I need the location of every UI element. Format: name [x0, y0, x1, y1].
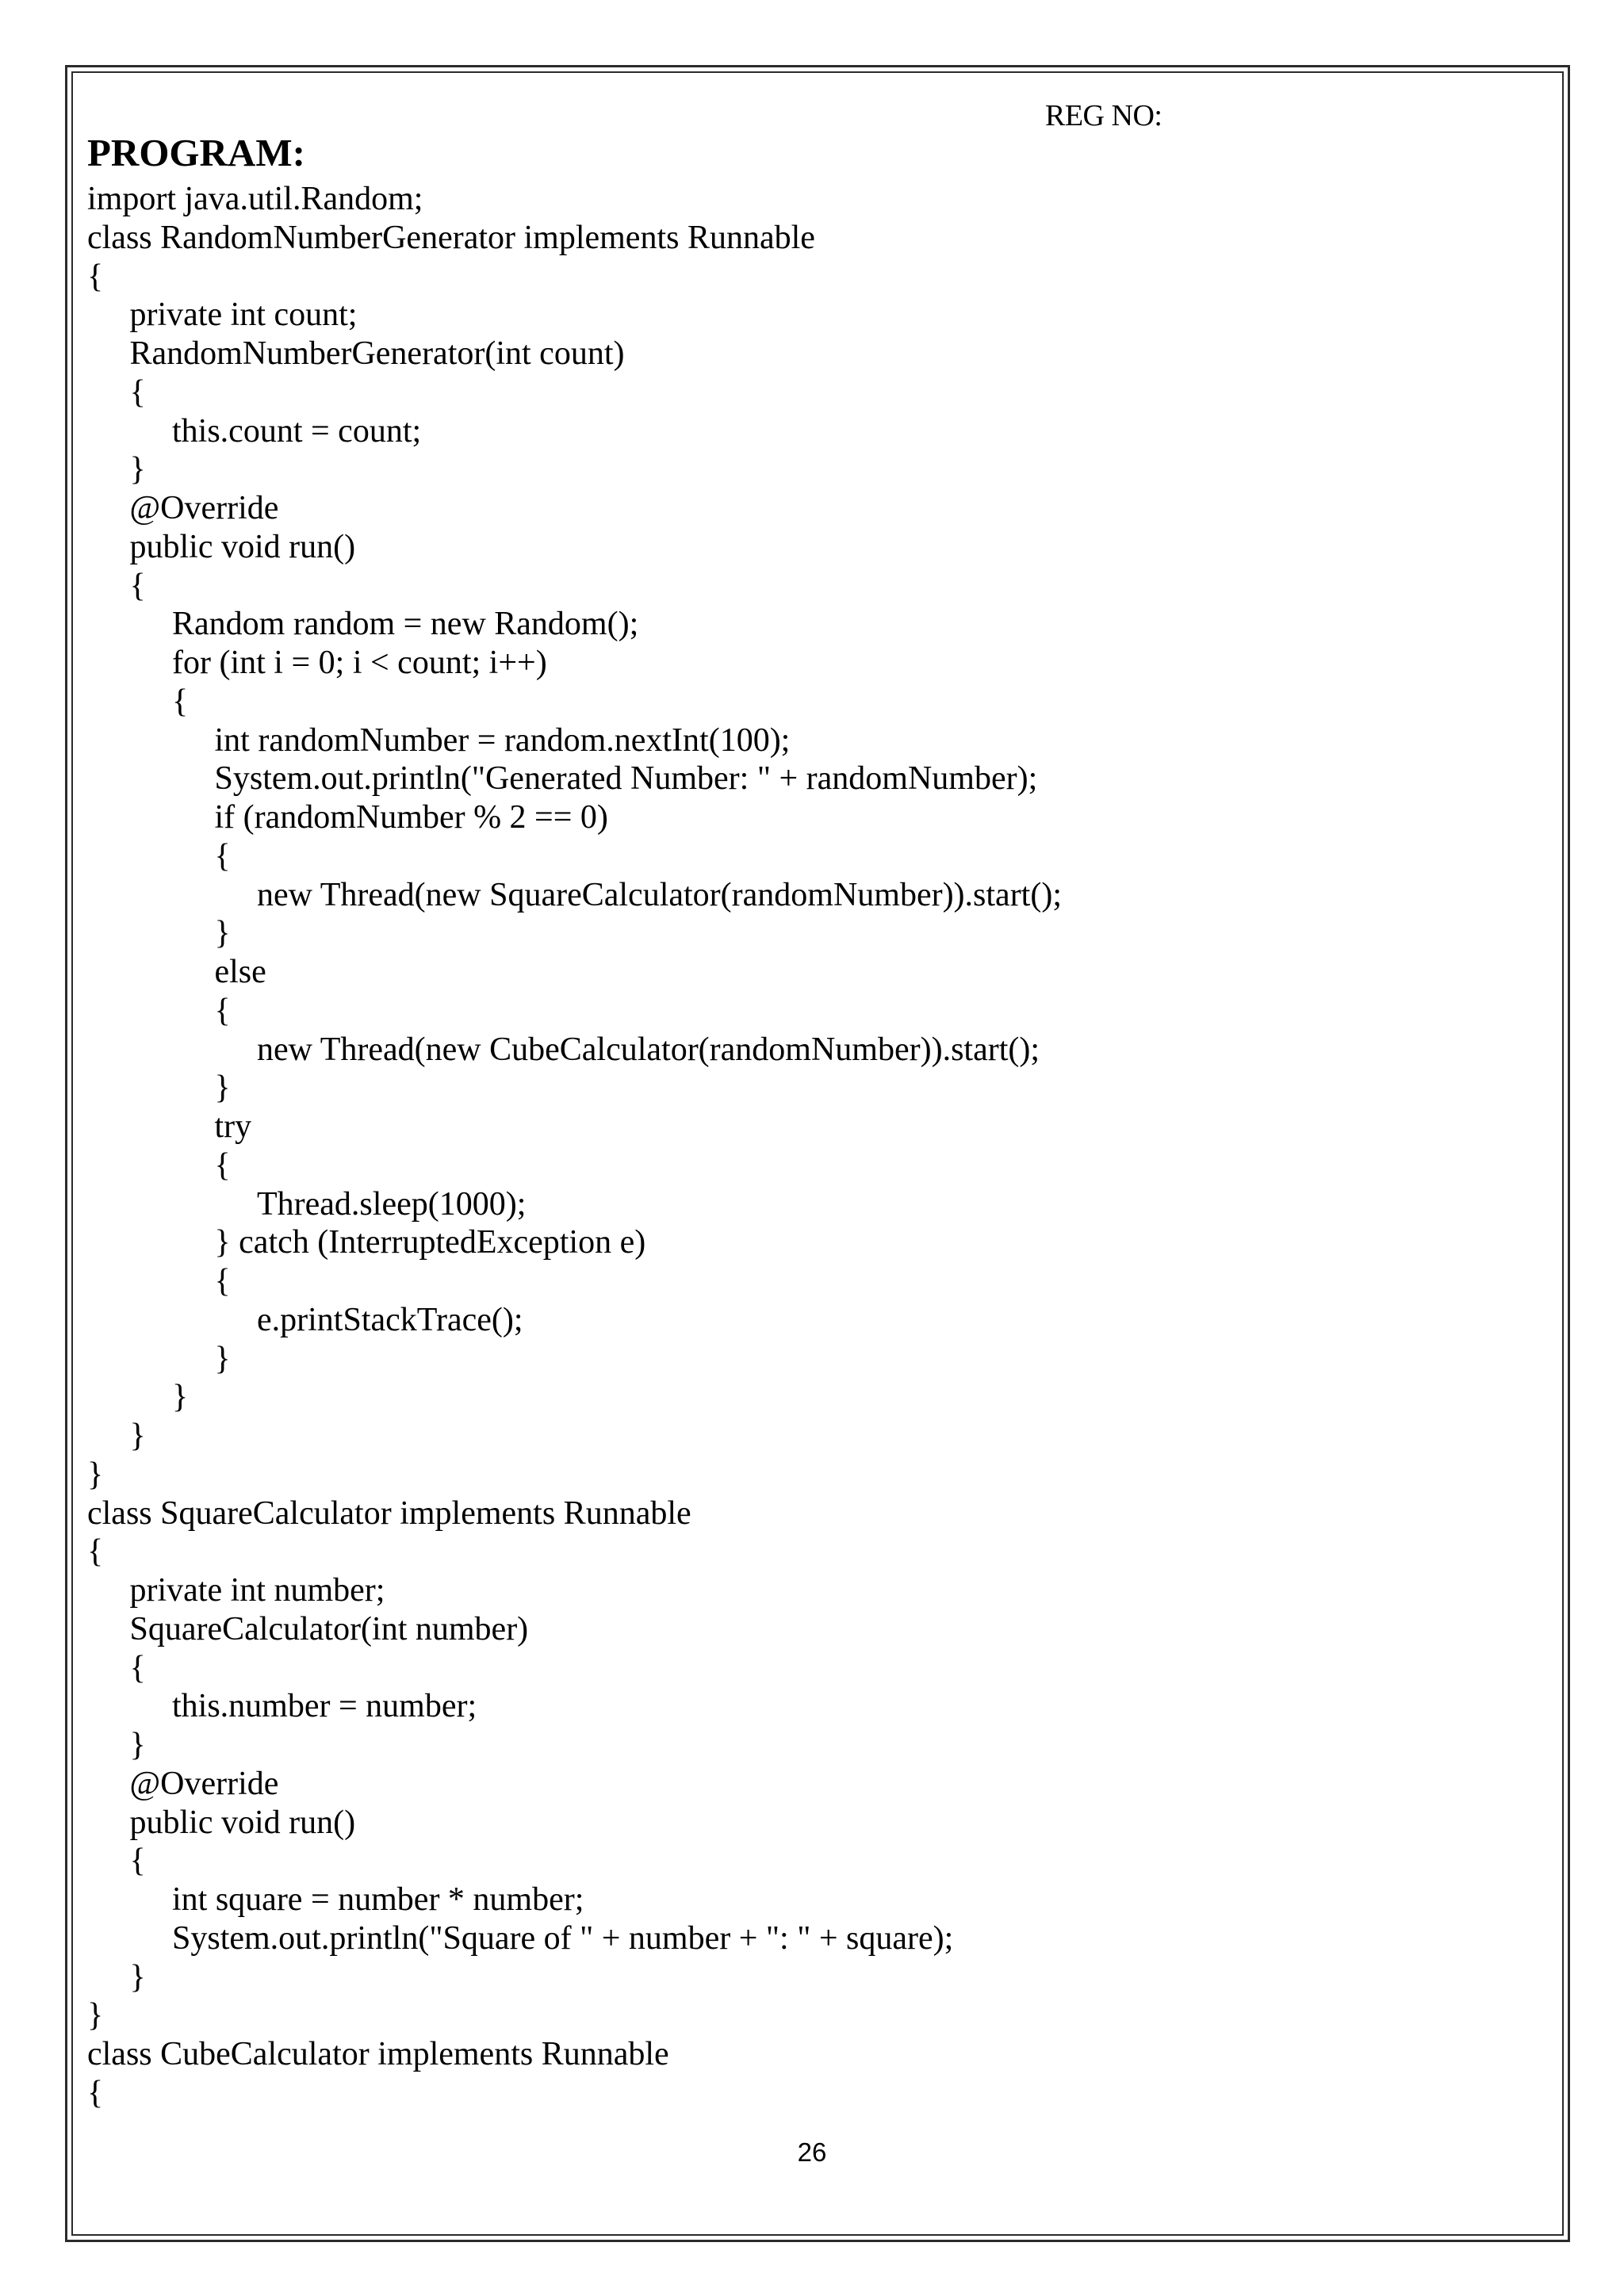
code-line: public void run(): [129, 528, 356, 565]
code-line: private int number;: [129, 1572, 385, 1609]
code-line: public void run(): [129, 1804, 356, 1841]
code-line: class RandomNumberGenerator implements Runnable: [87, 219, 815, 256]
code-line: RandomNumberGenerator(int count): [129, 335, 625, 372]
reg-no-label: REG NO:: [1045, 99, 1162, 132]
code-line: new Thread(new CubeCalculator(randomNumber)).start();: [257, 1031, 1040, 1068]
code-line: }: [129, 1418, 146, 1454]
code-line: if (randomNumber % 2 == 0): [214, 799, 608, 836]
code-line: System.out.println("Generated Number: " + randomNumber);: [214, 760, 1038, 798]
code-line: {: [129, 1649, 146, 1686]
code-line: }: [214, 1070, 231, 1107]
code-line: try: [214, 1108, 252, 1145]
code-line: {: [129, 567, 146, 604]
code-line: private int count;: [129, 297, 358, 334]
code-line: {: [87, 1533, 104, 1571]
code-line: {: [87, 258, 104, 295]
code-line: {: [129, 1843, 146, 1880]
code-line: }: [214, 1340, 231, 1377]
code-line: Thread.sleep(1000);: [257, 1185, 527, 1223]
code-listing: [87, 180, 1062, 2113]
page-number: 26: [797, 2137, 827, 2167]
program-heading: PROGRAM:: [87, 131, 305, 174]
code-line: }: [129, 1727, 146, 1763]
code-line: {: [214, 837, 231, 874]
code-line: @Override: [129, 1765, 279, 1802]
code-line: this.number = number;: [172, 1688, 477, 1725]
code-line: {: [172, 683, 189, 720]
code-line: }: [87, 1456, 104, 1493]
code-line: @Override: [129, 490, 279, 526]
code-line: int randomNumber = random.nextInt(100);: [214, 721, 791, 759]
code-line: {: [214, 992, 231, 1029]
code-line: SquareCalculator(int number): [129, 1610, 529, 1647]
code-line: }: [87, 1997, 104, 2034]
code-line: Random random = new Random();: [172, 606, 639, 643]
code-line: {: [214, 1146, 231, 1184]
code-line: this.count = count;: [172, 412, 422, 450]
code-line: for (int i = 0; i < count; i++): [172, 645, 547, 681]
code-line: else: [214, 954, 266, 990]
code-line: {: [87, 2074, 104, 2111]
code-line: System.out.println("Square of " + number + ": " + square);: [172, 1919, 954, 1957]
code-line: int square = number * number;: [172, 1881, 584, 1918]
code-line: new Thread(new SquareCalculator(randomNumber)).start();: [257, 876, 1062, 913]
code-line: import java.util.Random;: [87, 181, 423, 217]
code-line: class SquareCalculator implements Runnable: [87, 1494, 691, 1532]
code-line: }: [129, 1958, 146, 1996]
code-line: }: [172, 1379, 189, 1416]
code-line: class CubeCalculator implements Runnable: [87, 2036, 669, 2072]
code-line: {: [214, 1263, 231, 1299]
code-line: }: [129, 451, 146, 488]
code-line: e.printStackTrace();: [257, 1301, 523, 1338]
code-line: {: [129, 373, 146, 411]
code-line: }: [214, 915, 231, 952]
code-line: } catch (InterruptedException e): [214, 1224, 646, 1261]
